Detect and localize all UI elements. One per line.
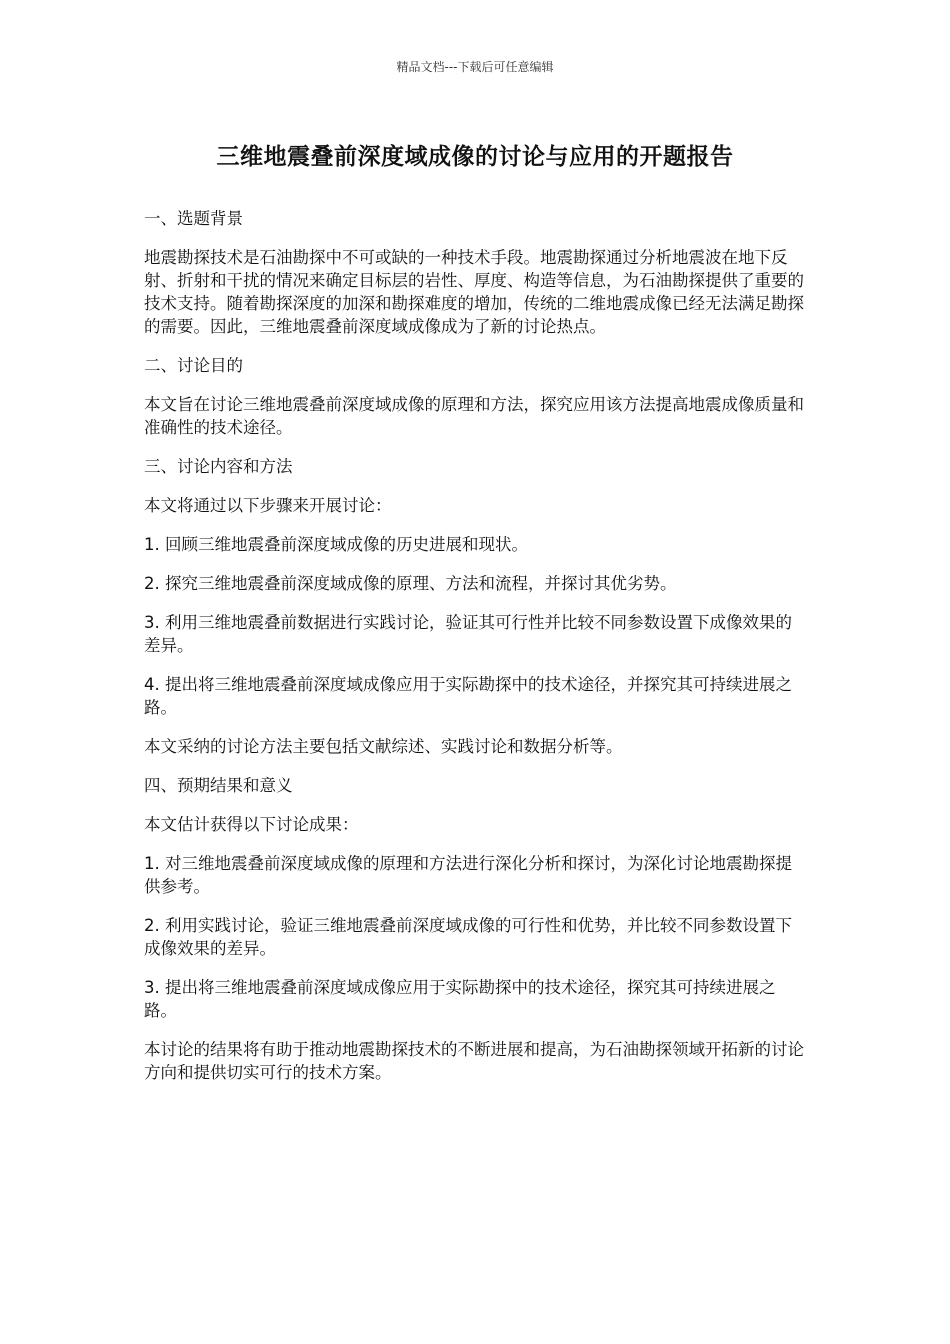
section-heading-background: 一、选题背景 — [144, 209, 243, 228]
list-item: 2. 探究三维地震叠前深度域成像的原理、方法和流程，并探讨其优劣势。 — [144, 574, 677, 593]
paragraph-content-intro: 本文将通过以下步骤来开展讨论： — [144, 496, 392, 515]
paragraph-significance: 本讨论的结果将有助于推动地震勘探技术的不断进展和提高，为石油勘探领域开拓新的讨论方向和提供切实可行的技术方案。 — [144, 1040, 804, 1082]
list-item: 3. 提出将三维地震叠前深度域成像应用于实际勘探中的技术途径，探究其可持续进展之路。 — [144, 978, 776, 1020]
paragraph-purpose: 本文旨在讨论三维地震叠前深度域成像的原理和方法，探究应用该方法提高地震成像质量和准确性的技术途径。 — [144, 395, 804, 437]
page-title: 三维地震叠前深度域成像的讨论与应用的开题报告 — [216, 144, 734, 170]
list-item: 1. 对三维地震叠前深度域成像的原理和方法进行深化分析和探讨，为深化讨论地震勘探提供参考。 — [144, 854, 792, 896]
header-note: 精品文档---下载后可任意编辑 — [396, 60, 554, 74]
list-item: 3. 利用三维地震叠前数据进行实践讨论，验证其可行性并比较不同参数设置下成像效果的差异。 — [144, 613, 792, 655]
list-item: 2. 利用实践讨论，验证三维地震叠前深度域成像的可行性和优势，并比较不同参数设置下成像效果的差异。 — [144, 916, 792, 958]
list-item: 1. 回顾三维地震叠前深度域成像的历史进展和现状。 — [144, 535, 528, 554]
section-heading-purpose: 二、讨论目的 — [144, 356, 243, 375]
paragraph-results-intro: 本文估计获得以下讨论成果： — [144, 815, 359, 834]
section-heading-expected-results: 四、预期结果和意义 — [144, 776, 293, 795]
document-body — [144, 207, 804, 1100]
list-item: 4. 提出将三维地震叠前深度域成像应用于实际勘探中的技术途径，并探究其可持续进展之路。 — [144, 675, 792, 717]
section-heading-content-method: 三、讨论内容和方法 — [144, 457, 293, 476]
paragraph-method: 本文采纳的讨论方法主要包括文献综述、实践讨论和数据分析等。 — [144, 737, 623, 756]
paragraph-background: 地震勘探技术是石油勘探中不可或缺的一种技术手段。地震勘探通过分析地震波在地下反射、折射和干扰的情况来确定目标层的岩性、厚度、构造等信息，为石油勘探提供了重要的技术支持。随着勘探深度的加深和勘探难度的增加，传统的二维地震成像已经无法满足勘探的需要。因此，三维地震叠前深度域成像成为了新的讨论热点。 — [144, 248, 804, 336]
